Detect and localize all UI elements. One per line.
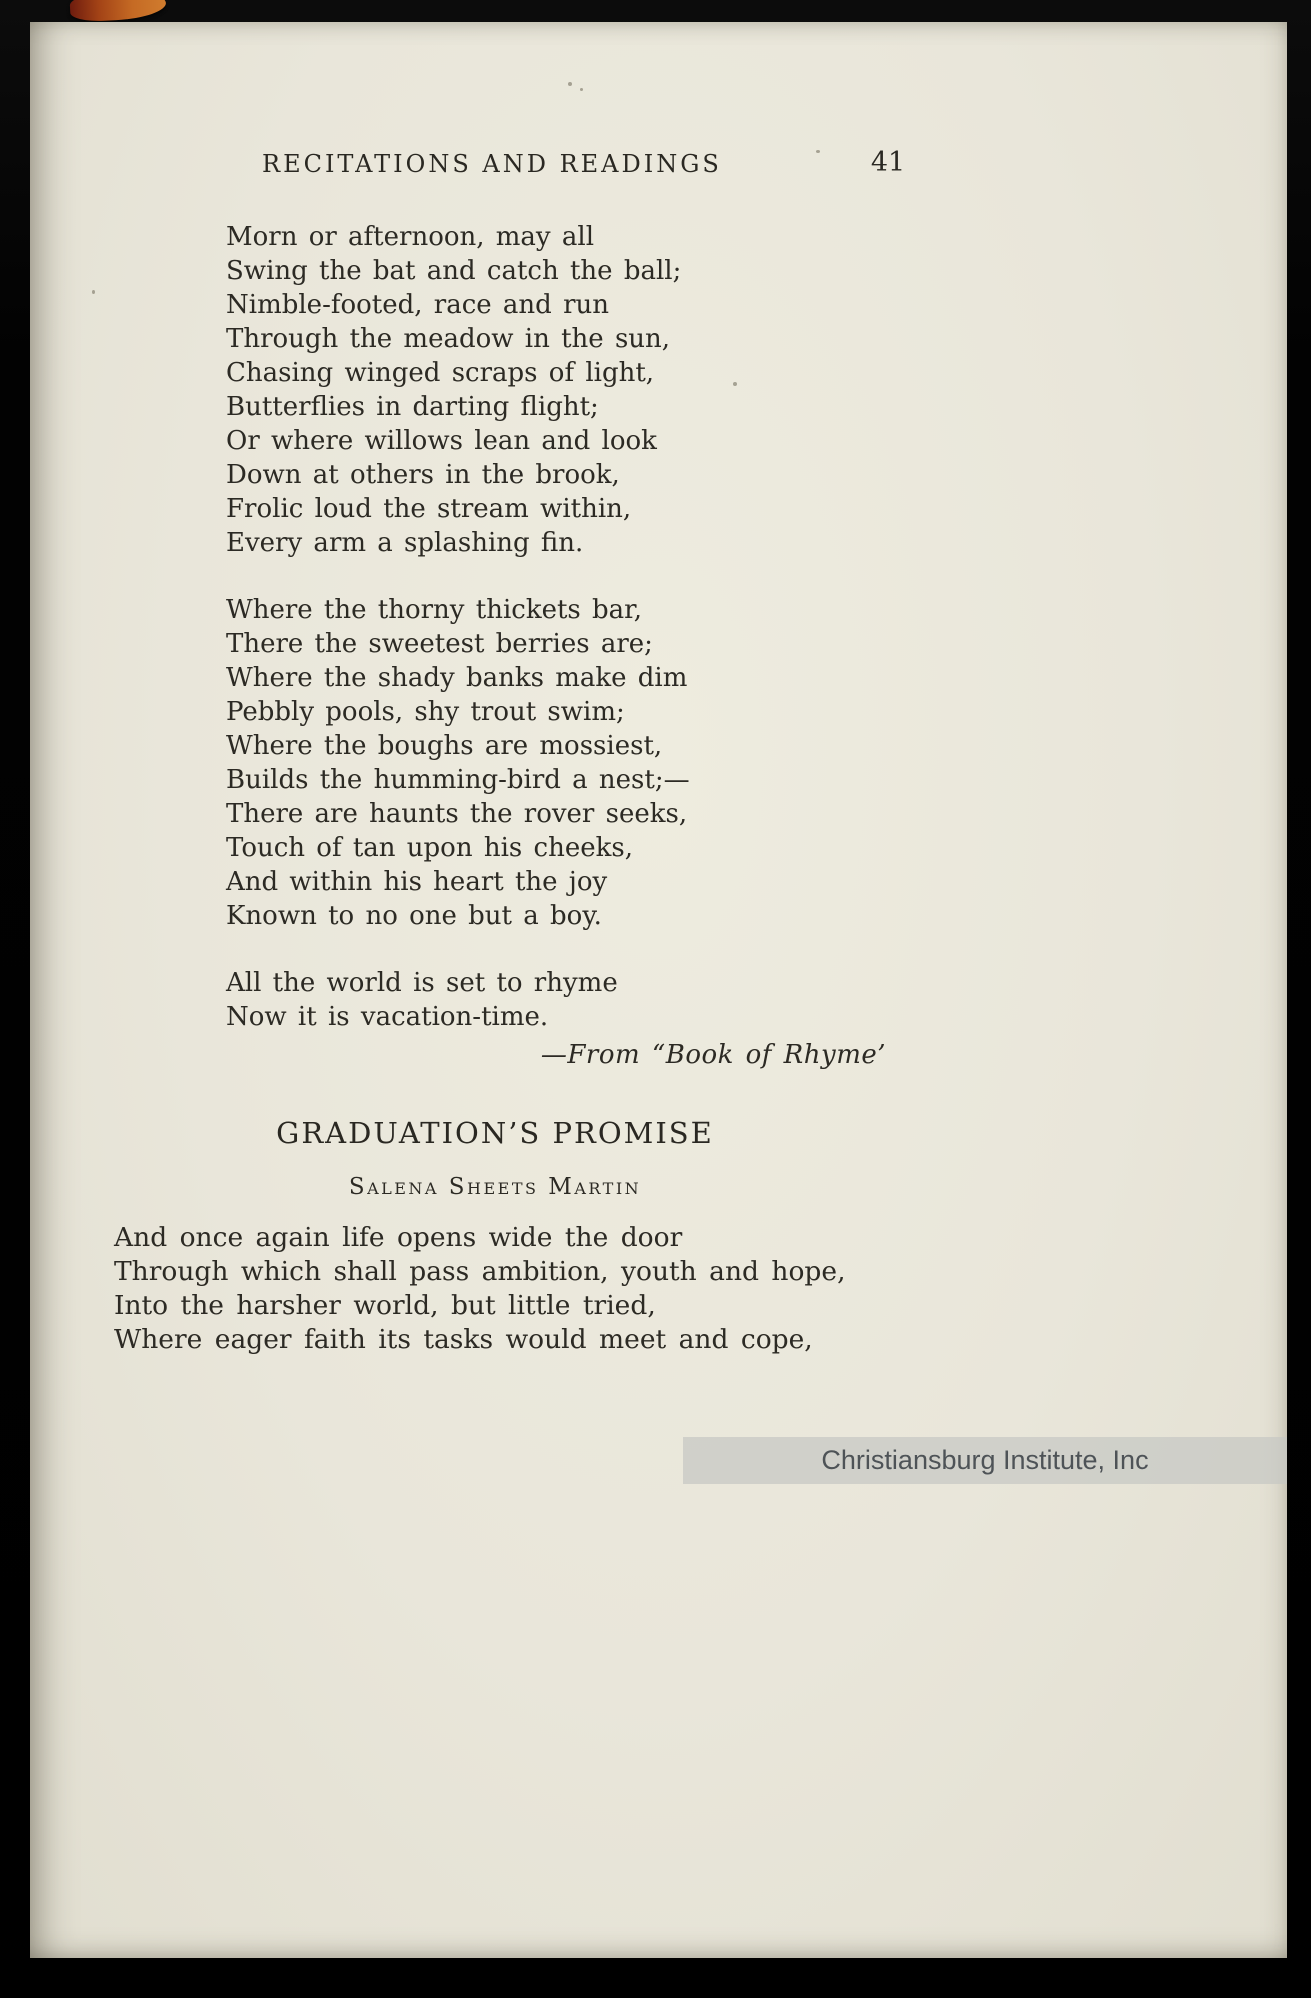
poem-line: Touch of tan upon his cheeks,: [226, 833, 633, 863]
poem-line: Morn or afternoon, may all: [226, 222, 595, 252]
running-header: RECITATIONS AND READINGS: [262, 150, 722, 178]
poem-line: Where the shady banks make dim: [226, 663, 688, 693]
book-page: [30, 22, 1287, 1958]
scan-speck: [580, 88, 583, 91]
poem-line: Swing the bat and catch the ball;: [226, 256, 682, 286]
watermark: Christiansburg Institute, Inc: [683, 1437, 1287, 1484]
poem-line: Butterflies in darting flight;: [226, 392, 599, 422]
poem-line: Where the boughs are mossiest,: [226, 731, 663, 761]
poem-line: Or where willows lean and look: [226, 426, 657, 456]
page-number: 41: [870, 147, 906, 178]
poem-author: Salena Sheets Martin: [348, 1174, 642, 1200]
poem-line: Chasing winged scraps of light,: [226, 358, 655, 388]
scan-speck: [568, 82, 572, 86]
poem-line: Builds the humming-bird a nest;—: [226, 765, 690, 795]
poem-line: Through which shall pass ambition, youth and hope,: [114, 1256, 846, 1287]
poem-line: Into the harsher world, but little tried,: [114, 1290, 656, 1321]
poem-line: Through the meadow in the sun,: [226, 324, 671, 354]
poem-line: And within his heart the joy: [226, 867, 608, 897]
poem-line: And once again life opens wide the door: [114, 1222, 683, 1253]
poem-line: Nimble-footed, race and run: [226, 290, 610, 320]
poem-line: There the sweetest berries are;: [226, 629, 653, 659]
poem-attribution: —From “Book of Rhyme’: [540, 1040, 886, 1070]
poem-graduation: [114, 1221, 1014, 1357]
poem-title: GRADUATION’S PROMISE: [276, 1116, 714, 1150]
binding-fragment: [69, 0, 166, 22]
poem-line: Where eager faith its tasks would meet and cope,: [114, 1324, 813, 1355]
scan-speck: [733, 382, 737, 386]
scan-speck: [816, 150, 820, 153]
poem-line: There are haunts the rover seeks,: [226, 799, 688, 829]
poem-line: Pebbly pools, shy trout swim;: [226, 697, 625, 727]
poem-vacation-stanza-3: [226, 966, 946, 1034]
poem-line: Now it is vacation-time.: [226, 1002, 549, 1032]
poem-vacation: [226, 220, 946, 1067]
poem-vacation-stanza-1: [226, 220, 946, 560]
poem-line: Down at others in the brook,: [226, 460, 620, 490]
scan-speck: [92, 290, 95, 294]
poem-line: Every arm a splashing fin.: [226, 528, 584, 558]
poem-line: Where the thorny thickets bar,: [226, 595, 643, 625]
poem-line: All the world is set to rhyme: [226, 968, 618, 998]
poem-line: Known to no one but a boy.: [226, 901, 602, 931]
poem-vacation-stanza-2: [226, 593, 946, 933]
poem-line: Frolic loud the stream within,: [226, 494, 632, 524]
